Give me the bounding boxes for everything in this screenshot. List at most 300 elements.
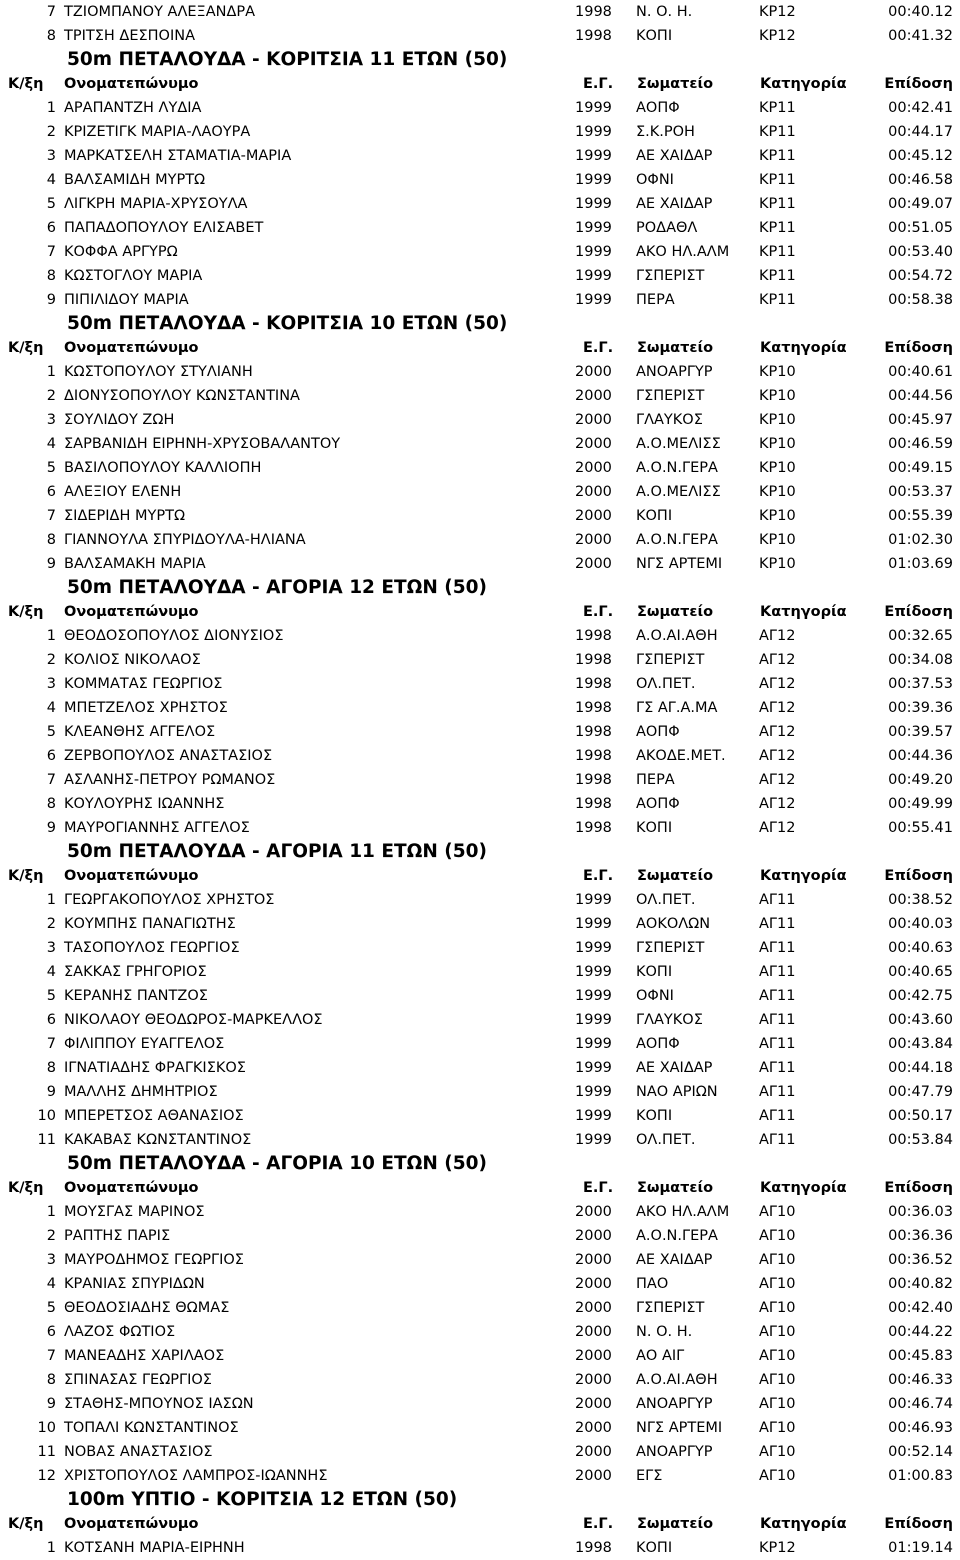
cell-club: ΑΕ ΧΑΙΔΑΡ (636, 1252, 713, 1268)
cell-rank: 6 (46, 1012, 56, 1028)
cell-time: 00:54.72 (888, 268, 953, 284)
cell-category: ΚΡ12 (759, 4, 796, 20)
cell-rank: 2 (46, 124, 56, 140)
cell-name: ΠΙΠΙΛΙΔΟΥ ΜΑΡΙΑ (64, 292, 189, 308)
cell-name: ΜΑΥΡΟΔΗΜΟΣ ΓΕΩΡΓΙΟΣ (64, 1252, 244, 1268)
cell-year: 2000 (575, 1252, 612, 1268)
cell-category: ΑΓ10 (759, 1300, 796, 1316)
cell-rank: 1 (46, 1204, 56, 1220)
cell-year: 2000 (575, 460, 612, 476)
cell-time: 00:44.17 (888, 124, 953, 140)
cell-name: ΜΑΛΛΗΣ ΔΗΜΗΤΡΙΟΣ (64, 1084, 218, 1100)
cell-club: Ν. Ο. Η. (636, 1324, 693, 1340)
cell-time: 00:52.14 (888, 1444, 953, 1460)
cell-year: 1999 (575, 1132, 612, 1148)
column-header-time: Επίδοση (884, 340, 953, 356)
cell-category: ΑΓ12 (759, 772, 796, 788)
result-row (0, 1344, 960, 1368)
cell-club: ΑΚΟ ΗΛ.ΑΛΜ (636, 1204, 730, 1220)
cell-club: Α.Ο.Ν.ΓΕΡΑ (636, 460, 718, 476)
cell-time: 00:42.75 (888, 988, 953, 1004)
cell-name: ΚΩΣΤΟΠΟΥΛΟΥ ΣΤΥΛΙΑΝΗ (64, 364, 253, 380)
column-header-row (0, 600, 960, 624)
cell-rank: 6 (46, 748, 56, 764)
cell-club: Α.Ο.Ν.ΓΕΡΑ (636, 1228, 718, 1244)
cell-rank: 2 (46, 1228, 56, 1244)
event-title-text: 50m ΠΕΤΑΛΟΥΔΑ - ΑΓΟΡΙΑ 11 ΕΤΩΝ (50) (67, 841, 487, 862)
cell-category: ΚΡ10 (759, 412, 796, 428)
cell-club: Α.Ο.ΑΙ.ΑΘΗ (636, 1372, 718, 1388)
result-row (0, 24, 960, 48)
cell-year: 2000 (575, 1276, 612, 1292)
cell-category: ΑΓ11 (759, 892, 796, 908)
cell-name: ΜΑΝΕΑΔΗΣ ΧΑΡΙΛΑΟΣ (64, 1348, 225, 1364)
result-row (0, 1200, 960, 1224)
cell-club: ΝΓΣ ΑΡΤΕΜΙ (636, 1420, 723, 1436)
cell-year: 1999 (575, 100, 612, 116)
cell-club: Σ.Κ.ΡΟΗ (636, 124, 695, 140)
result-row (0, 1416, 960, 1440)
cell-name: ΣΑΡΒΑΝΙΔΗ ΕΙΡΗΝΗ-ΧΡΥΣΟΒΑΛΑΝΤΟΥ (64, 436, 341, 452)
cell-year: 2000 (575, 556, 612, 572)
cell-time: 00:37.53 (888, 676, 953, 692)
cell-rank: 7 (46, 4, 56, 20)
cell-rank: 7 (46, 772, 56, 788)
column-header-name: Ονοματεπώνυμο (64, 1516, 199, 1532)
cell-time: 00:45.12 (888, 148, 953, 164)
column-header-name: Ονοματεπώνυμο (64, 1180, 199, 1196)
result-row (0, 0, 960, 24)
cell-year: 1998 (575, 820, 612, 836)
cell-category: ΑΓ11 (759, 964, 796, 980)
column-header-rank: Κ/ξη (8, 604, 44, 620)
cell-year: 1999 (575, 196, 612, 212)
result-row (0, 144, 960, 168)
cell-time: 00:58.38 (888, 292, 953, 308)
cell-rank: 6 (46, 1324, 56, 1340)
cell-year: 1999 (575, 940, 612, 956)
cell-club: ΑΝΟΑΡΓΥΡ (636, 1396, 713, 1412)
cell-club: ΓΛΑΥΚΟΣ (636, 412, 703, 428)
cell-category: ΑΓ10 (759, 1372, 796, 1388)
cell-club: ΑΟΠΦ (636, 100, 680, 116)
cell-rank: 12 (37, 1468, 56, 1484)
column-header-year: Ε.Γ. (583, 1180, 614, 1196)
result-row (0, 96, 960, 120)
cell-name: ΘΕΟΔΟΣΙΑΔΗΣ ΘΩΜΑΣ (64, 1300, 230, 1316)
cell-rank: 4 (46, 964, 56, 980)
cell-time: 00:45.97 (888, 412, 953, 428)
column-header-club: Σωματείο (637, 868, 714, 884)
cell-time: 00:44.56 (888, 388, 953, 404)
column-header-year: Ε.Γ. (583, 340, 614, 356)
result-row (0, 1392, 960, 1416)
cell-time: 00:46.33 (888, 1372, 953, 1388)
cell-category: ΑΓ12 (759, 652, 796, 668)
cell-rank: 8 (46, 1060, 56, 1076)
cell-category: ΚΡ11 (759, 268, 796, 284)
cell-category: ΑΓ10 (759, 1324, 796, 1340)
cell-time: 00:45.83 (888, 1348, 953, 1364)
cell-rank: 7 (46, 508, 56, 524)
cell-name: ΚΟΜΜΑΤΑΣ ΓΕΩΡΓΙΟΣ (64, 676, 223, 692)
cell-year: 2000 (575, 1348, 612, 1364)
cell-name: ΚΡΑΝΙΑΣ ΣΠΥΡΙΔΩΝ (64, 1276, 205, 1292)
cell-category: ΑΓ10 (759, 1204, 796, 1220)
cell-time: 00:46.74 (888, 1396, 953, 1412)
cell-time: 00:51.05 (888, 220, 953, 236)
cell-category: ΑΓ11 (759, 1036, 796, 1052)
cell-time: 00:43.60 (888, 1012, 953, 1028)
cell-name: ΚΟΦΦΑ ΑΡΓΥΡΩ (64, 244, 178, 260)
cell-rank: 4 (46, 1276, 56, 1292)
cell-category: ΑΓ11 (759, 1084, 796, 1100)
column-header-rank: Κ/ξη (8, 1516, 44, 1532)
cell-name: ΒΑΣΙΛΟΠΟΥΛΟΥ ΚΑΛΛΙΟΠΗ (64, 460, 262, 476)
cell-year: 1998 (575, 1540, 612, 1556)
cell-category: ΑΓ11 (759, 1060, 796, 1076)
column-header-row (0, 72, 960, 96)
cell-club: ΑΝΟΑΡΓΥΡ (636, 364, 713, 380)
cell-name: ΤΑΣΟΠΟΥΛΟΣ ΓΕΩΡΓΙΟΣ (64, 940, 240, 956)
cell-club: ΚΟΠΙ (636, 820, 673, 836)
column-header-time: Επίδοση (884, 1180, 953, 1196)
cell-category: ΑΓ10 (759, 1396, 796, 1412)
column-header-name: Ονοματεπώνυμο (64, 868, 199, 884)
cell-name: ΓΙΑΝΝΟΥΛΑ ΣΠΥΡΙΔΟΥΛΑ-ΗΛΙΑΝΑ (64, 532, 306, 548)
cell-name: ΜΑΥΡΟΓΙΑΝΝΗΣ ΑΓΓΕΛΟΣ (64, 820, 250, 836)
result-row (0, 768, 960, 792)
cell-category: ΚΡ11 (759, 196, 796, 212)
cell-time: 00:43.84 (888, 1036, 953, 1052)
cell-category: ΑΓ12 (759, 700, 796, 716)
cell-rank: 1 (46, 892, 56, 908)
cell-name: ΤΟΠΑΛΙ ΚΩΝΣΤΑΝΤΙΝΟΣ (64, 1420, 239, 1436)
column-header-category: Κατηγορία (760, 340, 847, 356)
cell-club: ΓΣ ΑΓ.Α.ΜΑ (636, 700, 718, 716)
cell-time: 00:36.52 (888, 1252, 953, 1268)
cell-rank: 8 (46, 268, 56, 284)
result-row (0, 288, 960, 312)
cell-rank: 7 (46, 244, 56, 260)
cell-time: 00:53.40 (888, 244, 953, 260)
result-row (0, 696, 960, 720)
result-row (0, 1080, 960, 1104)
cell-rank: 9 (46, 1084, 56, 1100)
cell-time: 00:39.57 (888, 724, 953, 740)
cell-club: Α.Ο.ΜΕΛΙΣΣ (636, 484, 721, 500)
cell-category: ΚΡ11 (759, 220, 796, 236)
cell-time: 00:42.41 (888, 100, 953, 116)
cell-category: ΚΡ10 (759, 436, 796, 452)
result-row (0, 480, 960, 504)
cell-time: 00:36.03 (888, 1204, 953, 1220)
cell-category: ΑΓ10 (759, 1444, 796, 1460)
result-row (0, 1008, 960, 1032)
result-row (0, 1104, 960, 1128)
result-row (0, 240, 960, 264)
cell-rank: 9 (46, 820, 56, 836)
event-title (0, 840, 960, 864)
cell-year: 1999 (575, 220, 612, 236)
cell-club: Α.Ο.ΜΕΛΙΣΣ (636, 436, 721, 452)
cell-time: 00:44.36 (888, 748, 953, 764)
event-title-text: 100m ΥΠΤΙΟ - ΚΟΡΙΤΣΙΑ 12 ΕΤΩΝ (50) (67, 1489, 458, 1510)
cell-year: 1999 (575, 292, 612, 308)
result-row (0, 552, 960, 576)
cell-name: ΣΟΥΛΙΔΟΥ ΖΩΗ (64, 412, 175, 428)
cell-club: ΚΟΠΙ (636, 508, 673, 524)
cell-year: 2000 (575, 1372, 612, 1388)
cell-year: 1998 (575, 4, 612, 20)
cell-rank: 4 (46, 436, 56, 452)
cell-category: ΚΡ11 (759, 172, 796, 188)
cell-name: ΚΟΥΜΠΗΣ ΠΑΝΑΓΙΩΤΗΣ (64, 916, 236, 932)
column-header-club: Σωματείο (637, 76, 714, 92)
column-header-category: Κατηγορία (760, 604, 847, 620)
column-header-club: Σωματείο (637, 1180, 714, 1196)
cell-club: ΑΝΟΑΡΓΥΡ (636, 1444, 713, 1460)
cell-year: 1999 (575, 1060, 612, 1076)
cell-time: 00:40.63 (888, 940, 953, 956)
cell-category: ΚΡ10 (759, 556, 796, 572)
column-header-year: Ε.Γ. (583, 604, 614, 620)
cell-time: 01:03.69 (888, 556, 953, 572)
result-row (0, 432, 960, 456)
cell-time: 00:38.52 (888, 892, 953, 908)
cell-year: 1999 (575, 892, 612, 908)
cell-rank: 7 (46, 1036, 56, 1052)
cell-time: 00:40.61 (888, 364, 953, 380)
cell-name: ΑΛΕΞΙΟΥ ΕΛΕΝΗ (64, 484, 182, 500)
column-header-category: Κατηγορία (760, 76, 847, 92)
cell-time: 00:55.41 (888, 820, 953, 836)
cell-category: ΑΓ12 (759, 724, 796, 740)
cell-name: ΣΠΙΝΑΣΑΣ ΓΕΩΡΓΙΟΣ (64, 1372, 212, 1388)
cell-club: Α.Ο.ΑΙ.ΑΘΗ (636, 628, 718, 644)
cell-year: 2000 (575, 1468, 612, 1484)
cell-name: ΚΛΕΑΝΘΗΣ ΑΓΓΕΛΟΣ (64, 724, 216, 740)
cell-time: 00:40.12 (888, 4, 953, 20)
cell-club: ΑΟΠΦ (636, 1036, 680, 1052)
column-header-category: Κατηγορία (760, 868, 847, 884)
result-row (0, 1272, 960, 1296)
cell-club: ΚΟΠΙ (636, 1540, 673, 1556)
result-row (0, 984, 960, 1008)
event-title-text: 50m ΠΕΤΑΛΟΥΔΑ - ΚΟΡΙΤΣΙΑ 11 ΕΤΩΝ (50) (67, 49, 508, 70)
cell-category: ΑΓ10 (759, 1228, 796, 1244)
cell-name: ΜΠΕΡΕΤΣΟΣ ΑΘΑΝΑΣΙΟΣ (64, 1108, 244, 1124)
event-title (0, 48, 960, 72)
cell-category: ΚΡ12 (759, 1540, 796, 1556)
cell-rank: 6 (46, 220, 56, 236)
result-row (0, 1224, 960, 1248)
result-row (0, 120, 960, 144)
column-header-name: Ονοματεπώνυμο (64, 340, 199, 356)
cell-club: ΡΟΔΑΘΛ (636, 220, 698, 236)
cell-rank: 1 (46, 100, 56, 116)
result-row (0, 1056, 960, 1080)
cell-time: 00:44.18 (888, 1060, 953, 1076)
result-row (0, 1320, 960, 1344)
cell-name: ΚΡΙΖΕΤΙΓΚ ΜΑΡΙΑ-ΛΑΟΥΡΑ (64, 124, 251, 140)
column-header-time: Επίδοση (884, 1516, 953, 1532)
cell-category: ΑΓ12 (759, 676, 796, 692)
event-title-text: 50m ΠΕΤΑΛΟΥΔΑ - ΑΓΟΡΙΑ 10 ΕΤΩΝ (50) (67, 1153, 487, 1174)
cell-club: ΟΛ.ΠΕΤ. (636, 892, 696, 908)
cell-year: 1998 (575, 748, 612, 764)
cell-rank: 9 (46, 292, 56, 308)
cell-year: 2000 (575, 484, 612, 500)
cell-rank: 1 (46, 628, 56, 644)
cell-name: ΜΟΥΣΓΑΣ ΜΑΡΙΝΟΣ (64, 1204, 205, 1220)
cell-year: 1998 (575, 652, 612, 668)
result-row (0, 1128, 960, 1152)
result-row (0, 912, 960, 936)
cell-rank: 4 (46, 172, 56, 188)
cell-name: ΙΓΝΑΤΙΑΔΗΣ ΦΡΑΓΚΙΣΚΟΣ (64, 1060, 246, 1076)
cell-club: ΟΦΝΙ (636, 172, 674, 188)
result-row (0, 1464, 960, 1488)
cell-rank: 3 (46, 676, 56, 692)
result-row (0, 1032, 960, 1056)
cell-category: ΚΡ10 (759, 532, 796, 548)
cell-year: 1998 (575, 700, 612, 716)
cell-club: ΑΕ ΧΑΙΔΑΡ (636, 148, 713, 164)
cell-club: ΕΓΣ (636, 1468, 663, 1484)
cell-time: 00:47.79 (888, 1084, 953, 1100)
result-row (0, 168, 960, 192)
cell-rank: 9 (46, 1396, 56, 1412)
cell-name: ΣΤΑΘΗΣ-ΜΠΟΥΝΟΣ ΙΑΣΩΝ (64, 1396, 254, 1412)
cell-year: 2000 (575, 1324, 612, 1340)
cell-category: ΚΡ10 (759, 388, 796, 404)
event-title-text: 50m ΠΕΤΑΛΟΥΔΑ - ΚΟΡΙΤΣΙΑ 10 ΕΤΩΝ (50) (67, 313, 508, 334)
result-row (0, 720, 960, 744)
cell-category: ΚΡ11 (759, 244, 796, 260)
result-row (0, 360, 960, 384)
cell-category: ΑΓ10 (759, 1276, 796, 1292)
cell-category: ΚΡ11 (759, 124, 796, 140)
cell-category: ΚΡ10 (759, 364, 796, 380)
cell-rank: 3 (46, 1252, 56, 1268)
column-header-name: Ονοματεπώνυμο (64, 76, 199, 92)
result-row (0, 1440, 960, 1464)
cell-time: 00:41.32 (888, 28, 953, 44)
cell-club: ΟΛ.ΠΕΤ. (636, 676, 696, 692)
cell-year: 1999 (575, 1012, 612, 1028)
cell-club: ΑΟΠΦ (636, 724, 680, 740)
column-header-row (0, 1176, 960, 1200)
result-row (0, 936, 960, 960)
cell-club: ΠΑΟ (636, 1276, 669, 1292)
cell-club: ΠΕΡΑ (636, 292, 675, 308)
cell-name: ΝΟΒΑΣ ΑΝΑΣΤΑΣΙΟΣ (64, 1444, 213, 1460)
cell-category: ΑΓ11 (759, 916, 796, 932)
cell-year: 2000 (575, 1204, 612, 1220)
cell-name: ΚΩΣΤΟΓΛΟΥ ΜΑΡΙΑ (64, 268, 203, 284)
cell-time: 00:46.59 (888, 436, 953, 452)
cell-year: 1998 (575, 676, 612, 692)
cell-name: ΚΟΛΙΟΣ ΝΙΚΟΛΑΟΣ (64, 652, 201, 668)
cell-category: ΚΡ11 (759, 292, 796, 308)
cell-name: ΑΡΑΠΑΝΤΖΗ ΛΥΔΙΑ (64, 100, 202, 116)
cell-category: ΑΓ11 (759, 988, 796, 1004)
cell-year: 2000 (575, 1444, 612, 1460)
column-header-row (0, 864, 960, 888)
cell-club: ΝΓΣ ΑΡΤΕΜΙ (636, 556, 723, 572)
cell-name: ΖΕΡΒΟΠΟΥΛΟΣ ΑΝΑΣΤΑΣΙΟΣ (64, 748, 273, 764)
cell-name: ΝΙΚΟΛΑΟΥ ΘΕΟΔΩΡΟΣ-ΜΑΡΚΕΛΛΟΣ (64, 1012, 323, 1028)
cell-rank: 3 (46, 148, 56, 164)
cell-club: ΠΕΡΑ (636, 772, 675, 788)
cell-year: 1999 (575, 172, 612, 188)
cell-year: 2000 (575, 436, 612, 452)
result-row (0, 1536, 960, 1560)
cell-rank: 10 (37, 1420, 56, 1436)
cell-name: ΚΟΥΛΟΥΡΗΣ ΙΩΑΝΝΗΣ (64, 796, 225, 812)
cell-category: ΚΡ10 (759, 460, 796, 476)
cell-rank: 5 (46, 460, 56, 476)
column-header-time: Επίδοση (884, 604, 953, 620)
cell-category: ΑΓ11 (759, 1132, 796, 1148)
cell-year: 1999 (575, 268, 612, 284)
cell-time: 01:02.30 (888, 532, 953, 548)
cell-year: 1998 (575, 28, 612, 44)
cell-name: ΣΑΚΚΑΣ ΓΡΗΓΟΡΙΟΣ (64, 964, 207, 980)
cell-rank: 10 (37, 1108, 56, 1124)
cell-name: ΔΙΟΝΥΣΟΠΟΥΛΟΥ ΚΩΝΣΤΑΝΤΙΝΑ (64, 388, 300, 404)
result-row (0, 648, 960, 672)
cell-time: 00:55.39 (888, 508, 953, 524)
result-row (0, 408, 960, 432)
cell-name: ΜΠΕΤΖΕΛΟΣ ΧΡΗΣΤΟΣ (64, 700, 228, 716)
cell-year: 1998 (575, 772, 612, 788)
cell-category: ΑΓ11 (759, 1012, 796, 1028)
cell-rank: 3 (46, 940, 56, 956)
cell-rank: 6 (46, 484, 56, 500)
cell-rank: 5 (46, 1300, 56, 1316)
cell-time: 00:34.08 (888, 652, 953, 668)
result-row (0, 192, 960, 216)
cell-club: ΑΕ ΧΑΙΔΑΡ (636, 1060, 713, 1076)
cell-time: 01:00.83 (888, 1468, 953, 1484)
cell-time: 00:53.37 (888, 484, 953, 500)
cell-time: 00:50.17 (888, 1108, 953, 1124)
cell-club: ΓΣΠΕΡΙΣΤ (636, 268, 705, 284)
result-row (0, 528, 960, 552)
cell-name: ΚΑΚΑΒΑΣ ΚΩΝΣΤΑΝΤΙΝΟΣ (64, 1132, 252, 1148)
cell-category: ΚΡ12 (759, 28, 796, 44)
cell-year: 1998 (575, 724, 612, 740)
cell-club: ΑΕ ΧΑΙΔΑΡ (636, 196, 713, 212)
cell-category: ΚΡ10 (759, 484, 796, 500)
cell-rank: 7 (46, 1348, 56, 1364)
cell-club: ΚΟΠΙ (636, 1108, 673, 1124)
result-row (0, 960, 960, 984)
cell-rank: 2 (46, 652, 56, 668)
cell-rank: 11 (37, 1132, 56, 1148)
column-header-year: Ε.Γ. (583, 1516, 614, 1532)
cell-club: ΑΟ ΑΙΓ (636, 1348, 685, 1364)
cell-rank: 3 (46, 412, 56, 428)
result-row (0, 384, 960, 408)
cell-category: ΑΓ11 (759, 940, 796, 956)
cell-time: 00:42.40 (888, 1300, 953, 1316)
result-row (0, 744, 960, 768)
cell-year: 2000 (575, 532, 612, 548)
column-header-year: Ε.Γ. (583, 868, 614, 884)
